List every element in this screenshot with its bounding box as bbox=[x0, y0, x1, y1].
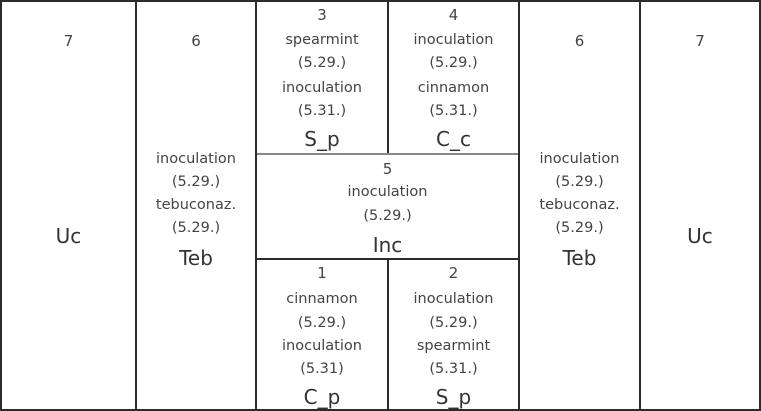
treatment-line: tebuconaz. bbox=[539, 197, 620, 213]
plot-4 bbox=[389, 2, 518, 153]
treatment-date: (5.29.) bbox=[555, 174, 604, 190]
treatment-line: inoculation bbox=[347, 184, 428, 200]
treatment-line: cinnamon bbox=[286, 291, 358, 307]
plot-code: Uc bbox=[55, 224, 82, 248]
plot-number: 1 bbox=[317, 264, 327, 282]
plot-number: 4 bbox=[448, 6, 459, 24]
treatment-line: inoculation bbox=[413, 291, 494, 307]
treatment-date: (5.29.) bbox=[429, 55, 478, 71]
treatment-date: (5.31.) bbox=[297, 103, 347, 119]
plot-number: 6 bbox=[191, 32, 201, 50]
plot-code: S_p bbox=[435, 385, 472, 409]
plot-2 bbox=[389, 260, 518, 409]
plot-code: Teb bbox=[562, 246, 597, 270]
plot-7-left bbox=[2, 2, 135, 409]
treatment-date: (5.29.) bbox=[363, 208, 412, 224]
treatment-line: spearmint bbox=[416, 338, 491, 354]
treatment-line: inoculation bbox=[413, 32, 494, 48]
treatment-line: inoculation bbox=[282, 80, 362, 96]
plot-number: 6 bbox=[574, 32, 585, 50]
treatment-date: (5.29.) bbox=[171, 220, 221, 236]
plot-code: Uc bbox=[687, 224, 713, 248]
treatment-date: (5.31.) bbox=[429, 103, 478, 119]
plot-code: S_p bbox=[304, 127, 340, 151]
treatment-line: tebuconaz. bbox=[155, 197, 237, 213]
plot-5 bbox=[257, 155, 518, 258]
plot-code: Teb bbox=[179, 246, 213, 270]
plot-code: Inc bbox=[372, 233, 403, 257]
treatment-date: (5.31) bbox=[300, 361, 344, 377]
treatment-date: (5.29.) bbox=[297, 315, 347, 331]
treatment-date: (5.29.) bbox=[171, 174, 221, 190]
treatment-date: (5.31.) bbox=[429, 361, 478, 377]
plot-code: C_c bbox=[436, 127, 471, 151]
plot-6-right bbox=[520, 2, 639, 409]
plot-7-right bbox=[639, 2, 759, 409]
treatment-line: cinnamon bbox=[417, 80, 490, 96]
treatment-line: spearmint bbox=[285, 32, 359, 48]
plot-3 bbox=[257, 2, 387, 153]
treatment-line: inoculation bbox=[282, 338, 362, 354]
treatment-date: (5.29.) bbox=[429, 315, 478, 331]
plot-number: 5 bbox=[382, 160, 393, 178]
plot-number: 3 bbox=[317, 6, 327, 24]
plot-number: 7 bbox=[695, 32, 705, 50]
plot-number: 7 bbox=[63, 32, 74, 50]
treatment-line: inoculation bbox=[156, 151, 236, 167]
treatment-line: inoculation bbox=[539, 151, 620, 167]
plot-1 bbox=[257, 260, 387, 409]
treatment-date: (5.29.) bbox=[555, 220, 604, 236]
treatment-date: (5.29.) bbox=[297, 55, 347, 71]
plot-6-left bbox=[135, 2, 255, 409]
plot-number: 2 bbox=[448, 264, 459, 282]
plot-code: C_p bbox=[303, 385, 341, 409]
